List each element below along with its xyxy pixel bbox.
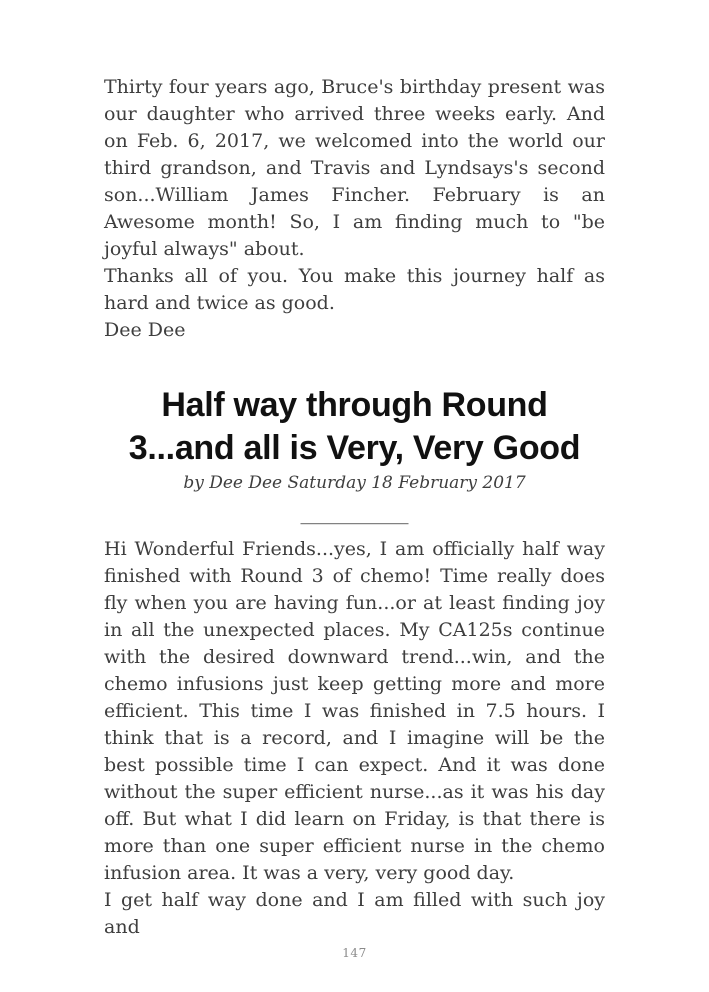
post-title-line-2: 3...and all is Very, Very Good bbox=[128, 429, 581, 467]
intro-paragraph-1: Thirty four years ago, Bruce's birthday present was our daughter who arrived three weeks early. And on Feb. 6, 2017, we welcomed into the world our third grandson, and Travis and Lyndsays's second son...William James Fincher. February is an Awesome month! So, I am finding much to "be joyful always" about. bbox=[104, 76, 605, 260]
post-byline: by Dee Dee Saturday 18 February 2017 bbox=[183, 473, 526, 493]
page-content bbox=[104, 0, 605, 941]
post-title-line-1: Half way through Round bbox=[161, 386, 548, 424]
section-divider: ____________ bbox=[300, 504, 409, 525]
post-title bbox=[104, 384, 605, 470]
post-paragraph-1: Hi Wonderful Friends...yes, I am officially half way finished with Round 3 of chemo! Time really does fly when you are having fun...or at least finding joy in all the unexpected places. My CA125s continue with the desired downward trend...win, and the chemo infusions just keep getting more and more efficient. This time I was finished in 7.5 hours. I think that is a record, and I imagine will be the best possible time I can expect. And it was done without the super efficient nurse...as it was his day off. But what I did learn on Friday, is that there is more than one super efficient nurse in the chemo infusion area. It was a very, very good day. bbox=[104, 538, 605, 884]
post-paragraph-2: I get half way done and I am filled with such joy and bbox=[104, 889, 605, 938]
page-number: 147 bbox=[342, 946, 367, 960]
intro-paragraph-2: Thanks all of you. You make this journey half as hard and twice as good. bbox=[104, 265, 605, 314]
signature: Dee Dee bbox=[104, 319, 186, 341]
